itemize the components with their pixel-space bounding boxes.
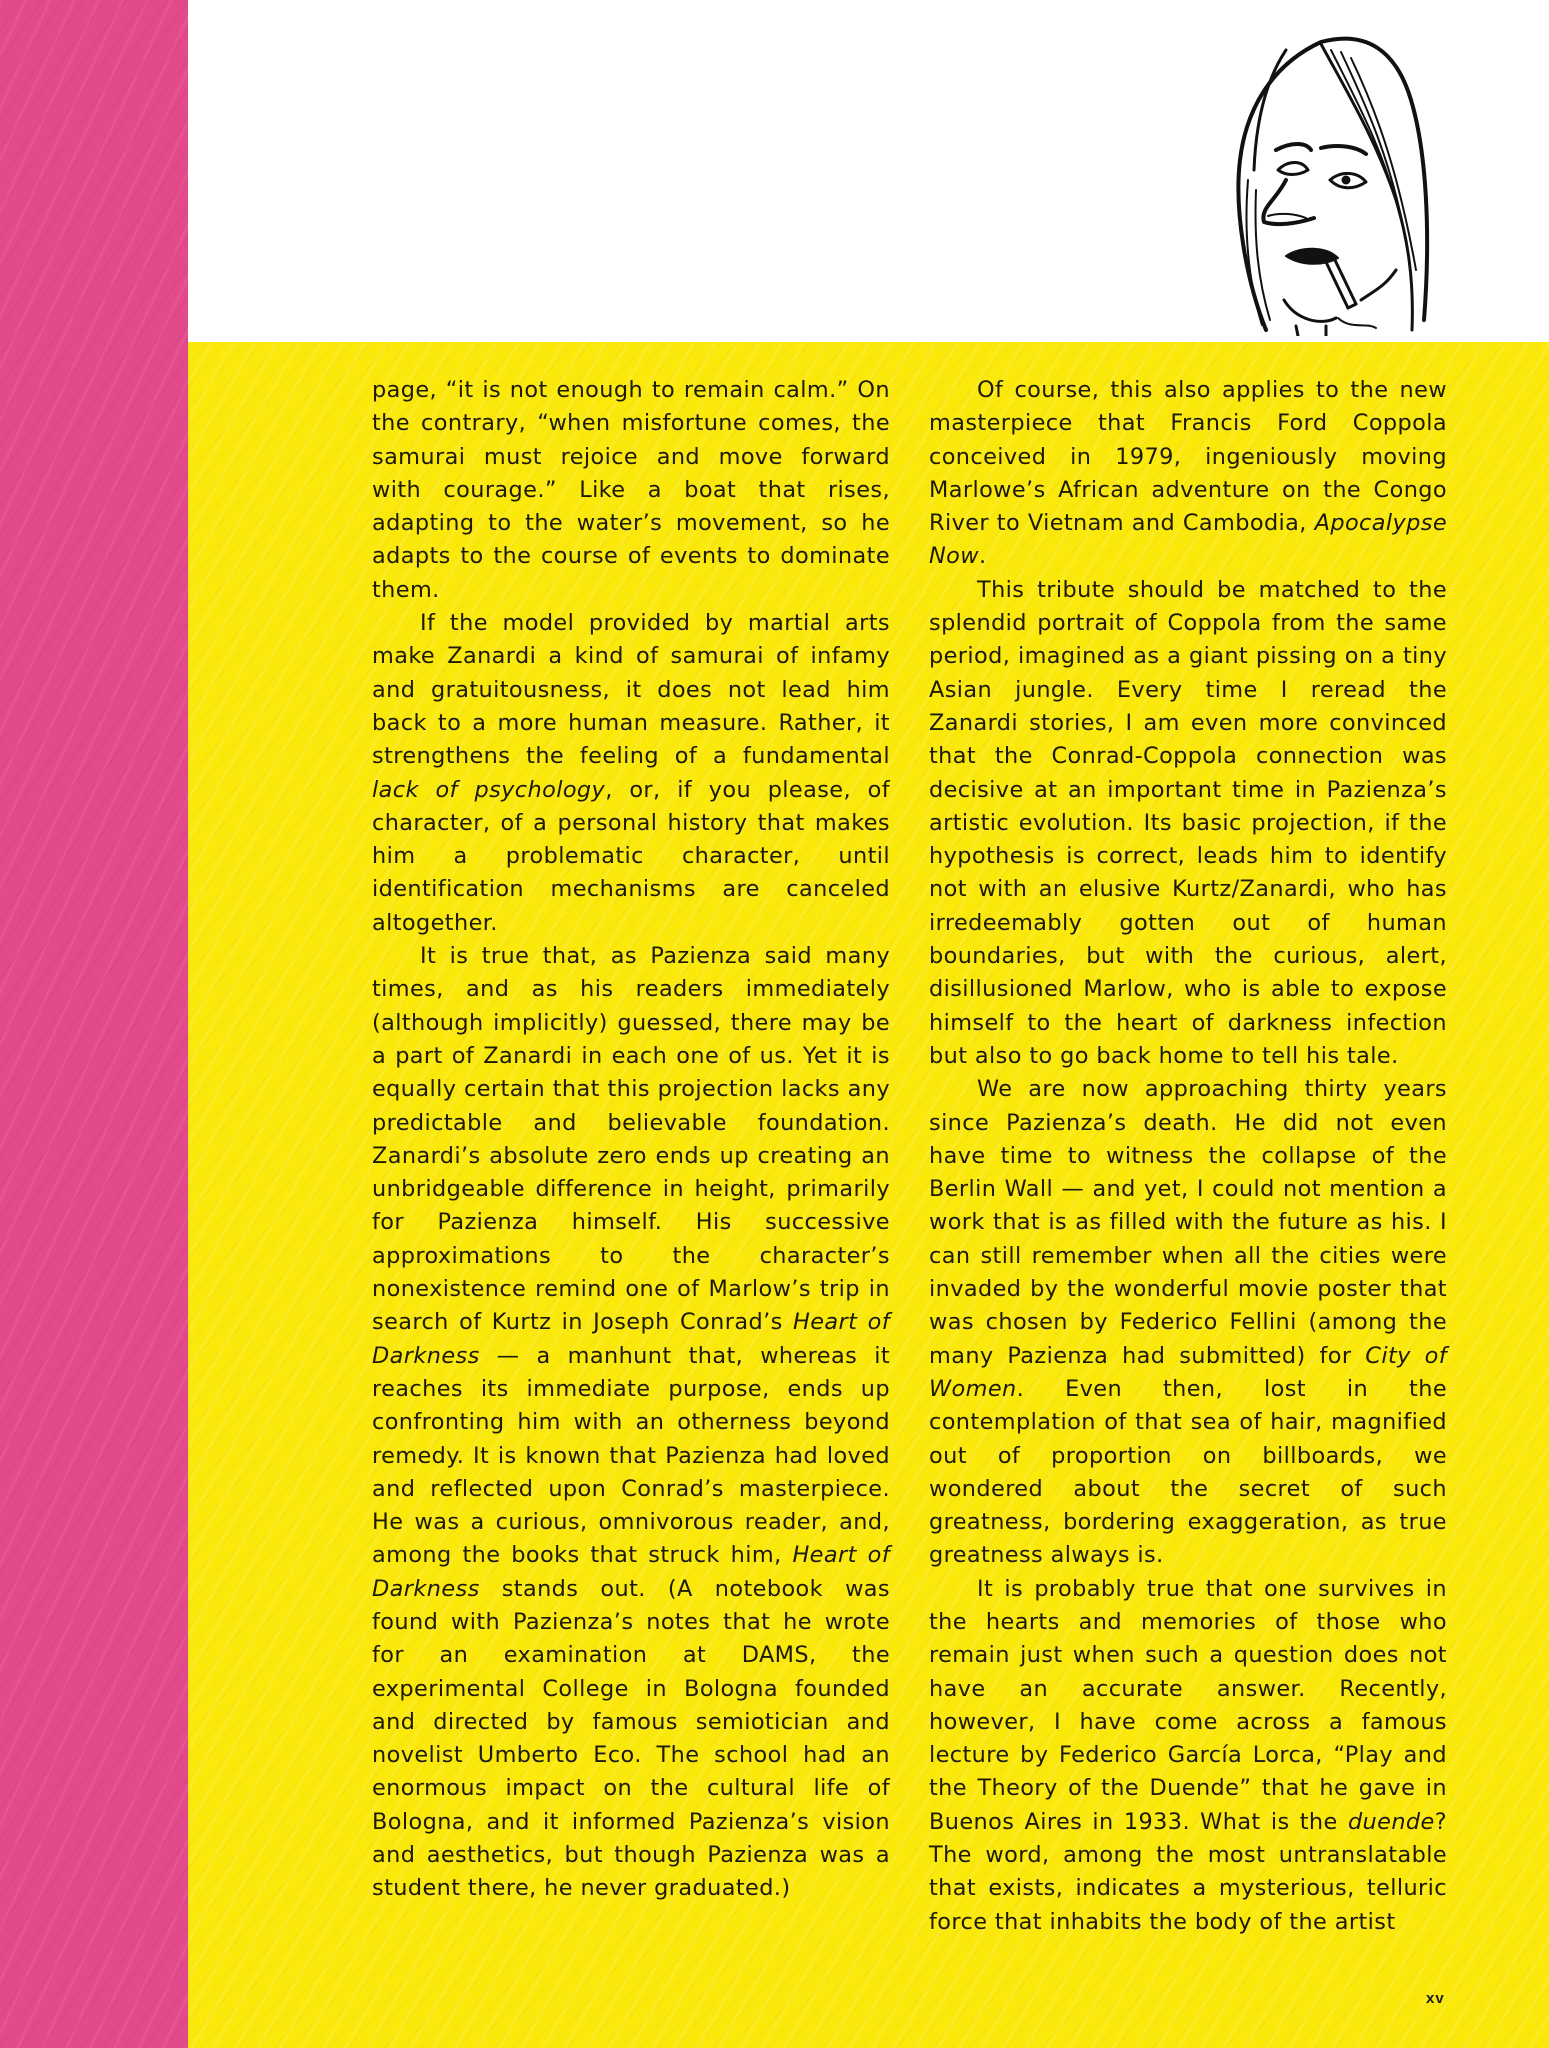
italic-title: Heart of Darkness bbox=[372, 1542, 890, 1602]
right-text-column bbox=[929, 374, 1447, 1939]
text-run: . Even then, lost in the contemplation of that sea of hair, magnified out of proportion on billboards, we wondered about the secret of such greatness, bordering exaggeration, as true greatness always is. bbox=[929, 1375, 1447, 1569]
italic-title: Apocalypse Now bbox=[929, 510, 1447, 570]
text-run: If the model provided by martial arts make Zanardi a kind of samurai of infamy and gratuitousness, it does not lead him back to a more human measure. Rather, it strengthens the feeling of a fundamental bbox=[372, 610, 890, 770]
body-paragraph bbox=[929, 1073, 1447, 1572]
pink-sidebar-band bbox=[0, 0, 188, 2048]
body-paragraph bbox=[929, 1573, 1447, 1939]
text-run: Of course, this also applies to the new masterpiece that Francis Ford Coppola conceived in 1979, ingeniously moving Marlowe’s African adventure on the Congo River to Vietnam and Cambodia, bbox=[929, 377, 1447, 537]
text-run: This tribute should be matched to the splendid portrait of Coppola from the same period, imagined as a giant pissing on a tiny Asian jungle. Every time I reread the Zanardi stories, I am even more convinced that the Conrad-Coppola connection was decisive at an important time in Pazienza’s artistic evolution. Its basic projection, if the hypothesis is correct, leads him to identify not with an elusive Kurtz/Zanardi, who has irredeemably gotten out of human boundaries, but with the curious, alert, disillusioned Marlow, who is able to expose himself to the heart of darkness infection but also to go back home to tell his tale. bbox=[929, 576, 1447, 1069]
text-run: . bbox=[978, 543, 987, 570]
left-text-column bbox=[372, 374, 890, 1906]
body-paragraph bbox=[929, 574, 1447, 1073]
text-run: We are now approaching thirty years since Pazienza’s death. He did not even have time to witness the collapse of the Berlin Wall — and yet, I could not mention a work that is as filled with the future as his. I can still remember when all the cities were invaded by the wonderful movie poster that was chosen by Federico Fellini (among the many Pazienza had submitted) for bbox=[929, 1076, 1447, 1369]
body-paragraph bbox=[929, 374, 1447, 574]
portrait-illustration-icon bbox=[1226, 30, 1436, 336]
italic-title: Heart of Darkness bbox=[372, 1309, 891, 1369]
body-paragraph bbox=[372, 940, 890, 1906]
page-number: xv bbox=[1426, 1990, 1445, 2007]
text-run: ? The word, among the most untranslatable that exists, indicates a mysterious, telluric force that inhabits the body of the artist bbox=[929, 1808, 1447, 1935]
text-run: stands out. (A notebook was found with Pazienza’s notes that he wrote for an examination at DAMS, the experimental College in Bologna founded and directed by famous semiotician and novelist Umberto Eco. The school had an enormous impact on the cultural life of Bologna, and it informed Pazienza’s vision and aesthetics, but though Pazienza was a student there, he never graduated.) bbox=[372, 1575, 890, 1902]
text-run: It is true that, as Pazienza said many times, and as his readers immediately (although implicitly) guessed, there may be a part of Zanardi in each one of us. Yet it is equally certain that this projection lacks any predictable and believable foundation. Zanardi’s absolute zero ends up creating an unbridgeable difference in height, primarily for Pazienza himself. His successive approximations to the character’s nonexistence remind one of Marlow’s trip in search of Kurtz in Joseph Conrad’s bbox=[372, 943, 890, 1336]
italic-title: lack of psychology bbox=[372, 776, 606, 803]
text-run: — a manhunt that, whereas it reaches its immediate purpose, ends up confronting him with an otherness beyond remedy. It is known that Pazienza had loved and reflected upon Conrad’s masterpiece. He was a curious, omnivorous reader, and, among the books that struck him, bbox=[372, 1342, 890, 1569]
body-paragraph bbox=[372, 607, 890, 940]
italic-title: duende bbox=[1347, 1808, 1435, 1835]
italic-title: City of Women bbox=[929, 1342, 1448, 1402]
text-run: It is probably true that one survives in the hearts and memories of those who remain just when such a question does not have an accurate answer. Recently, however, I have come across a famous lecture by Federico García Lorca, “Play and the Theory of the Duende” that he gave in Buenos Aires in 1933. What is the bbox=[929, 1575, 1447, 1835]
text-run: page, “it is not enough to remain calm.” On the contrary, “when misfortune comes, the samurai must rejoice and move forward with courage.” Like a boat that rises, adapting to the water’s movement, so he adapts to the course of events to dominate them. bbox=[372, 377, 890, 603]
text-run: , or, if you please, of character, of a personal history that makes him a problematic character, until identification mechanisms are canceled altogether. bbox=[372, 776, 890, 936]
body-paragraph bbox=[372, 374, 890, 607]
